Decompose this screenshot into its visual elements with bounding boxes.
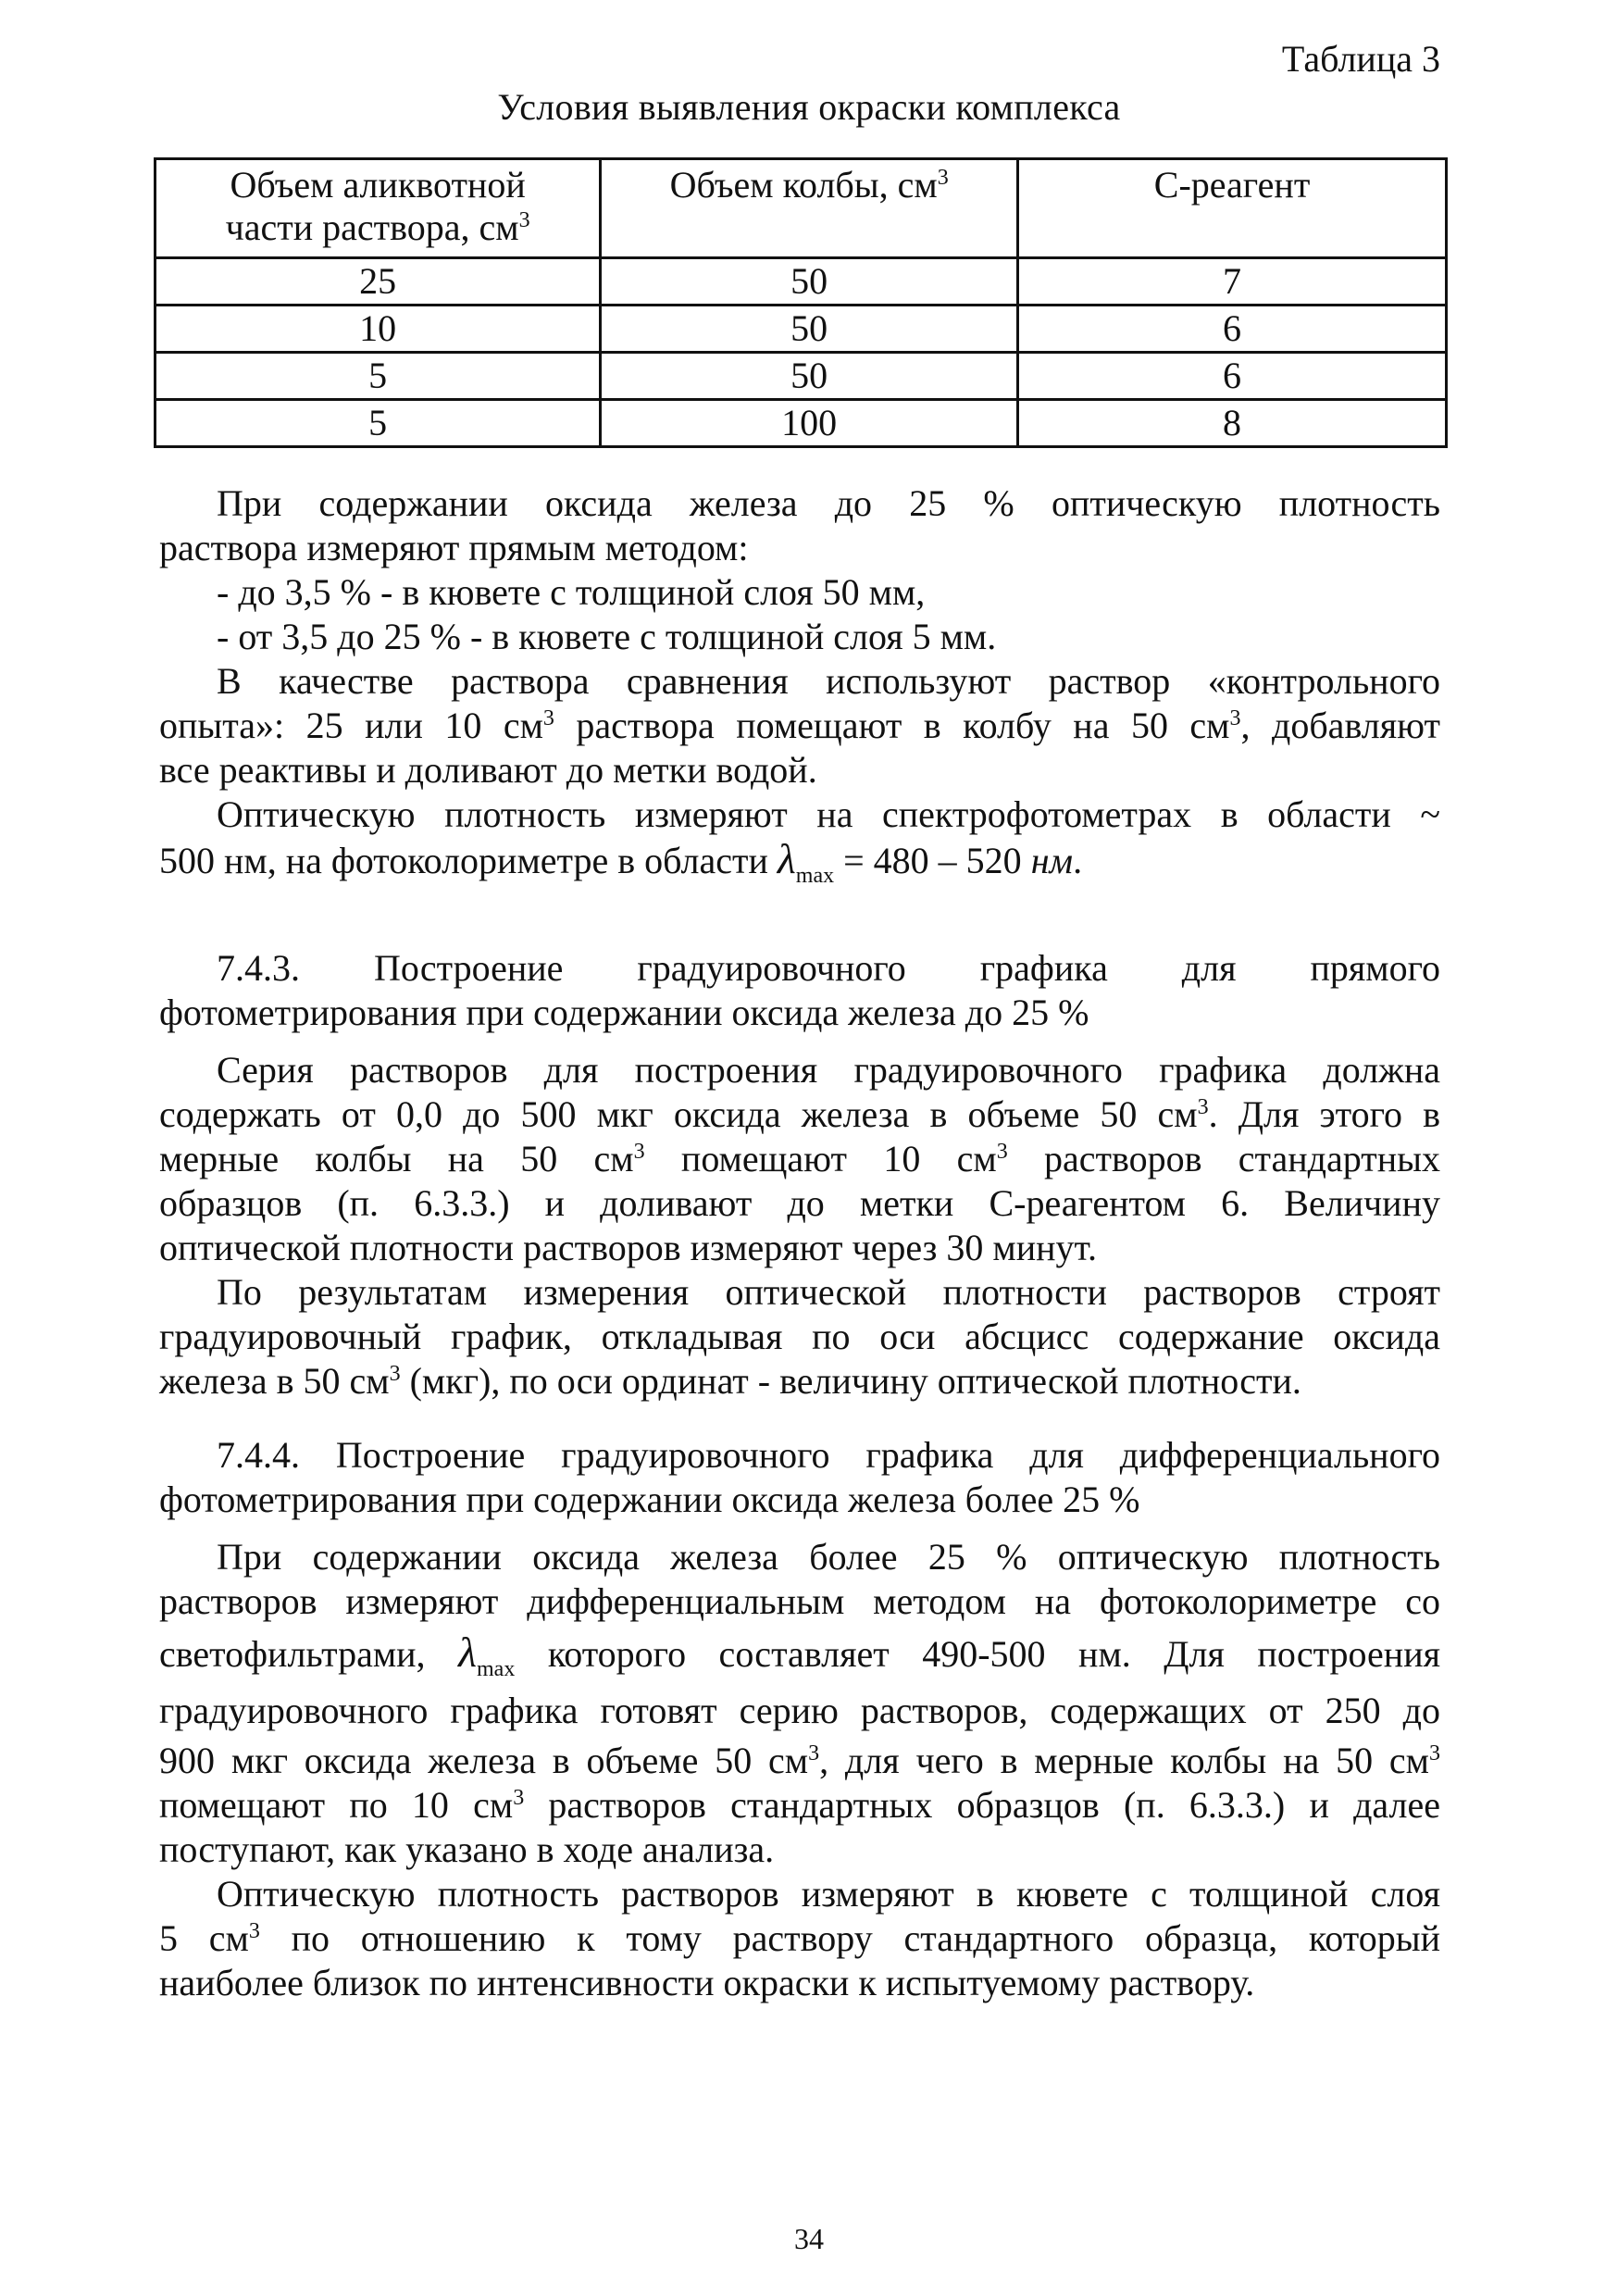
paragraph-line: растворов измеряют дифференциальным методом на фотоколориметре со: [159, 1580, 1440, 1622]
table-cell: 50: [601, 258, 1018, 306]
paragraph-line: содержать от 0,0 до 500 мкг оксида железа в объеме 50 $см^3$. Для этого в: [159, 1093, 1441, 1135]
table-cell: 8: [1018, 400, 1447, 447]
table-label: Таблица 3: [1281, 38, 1440, 80]
table-row: [156, 353, 1447, 400]
paragraph-line: оптической плотности растворов измеряют через 30 минут.: [159, 1227, 1098, 1268]
header-c-reagent: С-реагент: [1018, 159, 1447, 258]
table-cell: 6: [1018, 306, 1447, 353]
header-flask-volume: Объем колбы, $см^3$: [601, 159, 1018, 258]
paragraph-line: железа в 50 $см^3$ (мкг), по оси ординат - величину оптической плотности.: [159, 1360, 1301, 1402]
table-cell: 10: [156, 306, 601, 353]
section-heading: 7.4.4. Построение градуировочного графика для дифференциального: [217, 1434, 1441, 1476]
paragraph-line: опыта»: 25 или 10 $см^3$ раствора помещают в колбу на 50 $см^3$, добавляют: [159, 705, 1440, 746]
table-row: [156, 400, 1447, 447]
header-aliquot-volume: Объем аликвотной части раствора, $см^3$: [156, 159, 601, 258]
paragraph-line: 5 $см^3$ по отношению к тому раствору стандартного образца, который: [159, 1917, 1440, 1959]
paragraph-line: 900 мкг оксида железа в объеме 50 $см^3$, для чего в мерные колбы на 50 $см^3$: [159, 1740, 1440, 1781]
section-7-4-3: [159, 946, 1440, 1404]
paragraph-line: градуировочный график, откладывая по оси абсцисс содержание оксида: [159, 1316, 1440, 1357]
paragraph-line: помещают по 10 $см^3$ растворов стандартных образцов (п. 6.3.3.) и далее: [159, 1784, 1440, 1826]
lambda-symbol: λ: [777, 835, 796, 882]
paragraph-line: При содержании оксида железа до 25 % оптическую плотность: [217, 482, 1440, 524]
section-heading: фотометрирования при содержании оксида железа до 25 %: [159, 992, 1089, 1033]
list-item: - до 3,5 % - в кювете с толщиной слоя 50 мм,: [217, 571, 926, 613]
direct-method-block: [159, 481, 1440, 888]
page-number: 34: [794, 2222, 824, 2255]
paragraph-line: поступают, как указано в ходе анализа.: [159, 1828, 775, 1870]
paragraph-line: Серия растворов для построения градуировочного графика должна: [217, 1049, 1440, 1091]
paragraph-line: При содержании оксида железа более 25 % оптическую плотность: [217, 1536, 1440, 1578]
section-heading: фотометрирования при содержании оксида железа более 25 %: [159, 1479, 1140, 1520]
section-7-4-4: [159, 1433, 1440, 2005]
table-header-row: [156, 159, 1447, 258]
table-cell: 100: [601, 400, 1018, 447]
paragraph-line: По результатам измерения оптической плотности растворов строят: [217, 1271, 1440, 1313]
table-cell: 25: [156, 258, 601, 306]
lambda-symbol: λ: [458, 1628, 477, 1676]
table-cell: 6: [1018, 353, 1447, 400]
section-heading: 7.4.3. Построение градуировочного графика для прямого: [217, 947, 1440, 989]
table-row: [156, 258, 1447, 306]
paragraph-line: В качестве раствора сравнения используют раствор «контрольного: [217, 660, 1440, 702]
paragraph-line: Оптическую плотность растворов измеряют в кювете с толщиной слоя: [217, 1873, 1440, 1915]
table-cell: 7: [1018, 258, 1447, 306]
paragraph-line: градуировочного графика готовят серию растворов, содержащих от 250 до: [159, 1690, 1440, 1731]
paragraph-line: наиболее близок по интенсивности окраски к испытуемому раствору.: [159, 1962, 1255, 2003]
paragraph-line: раствора измеряют прямым методом:: [159, 527, 749, 568]
table-title: Условия выявления окраски комплекса: [497, 86, 1121, 128]
paragraph-line: образцов (п. 6.3.3.) и доливают до метки С-реагентом 6. Величину: [159, 1182, 1440, 1224]
table-cell: 5: [156, 353, 601, 400]
paragraph-line: светофильтрами, $\lambda_{max}$ которого составляет 490-500 нм. Для построения: [159, 1628, 1440, 1681]
paragraph-line: мерные колбы на 50 $см^3$ помещают 10 $см^3$ растворов стандартных: [159, 1138, 1441, 1179]
paragraph-line: 500 нм, на фотоколориметре в области $\lambda_{max} = 480 - 520$ нм.: [159, 835, 1083, 888]
paragraph-line: все реактивы и доливают до метки водой.: [159, 749, 817, 791]
table-cell: 5: [156, 400, 601, 447]
paragraph-line: Оптическую плотность измеряют на спектрофотометрах в области ~: [217, 793, 1440, 835]
table-row: [156, 306, 1447, 353]
conditions-table: [154, 157, 1448, 448]
table-cell: 50: [601, 306, 1018, 353]
table-cell: 50: [601, 353, 1018, 400]
list-item: - от 3,5 до 25 % - в кювете с толщиной слоя 5 мм.: [217, 616, 997, 657]
